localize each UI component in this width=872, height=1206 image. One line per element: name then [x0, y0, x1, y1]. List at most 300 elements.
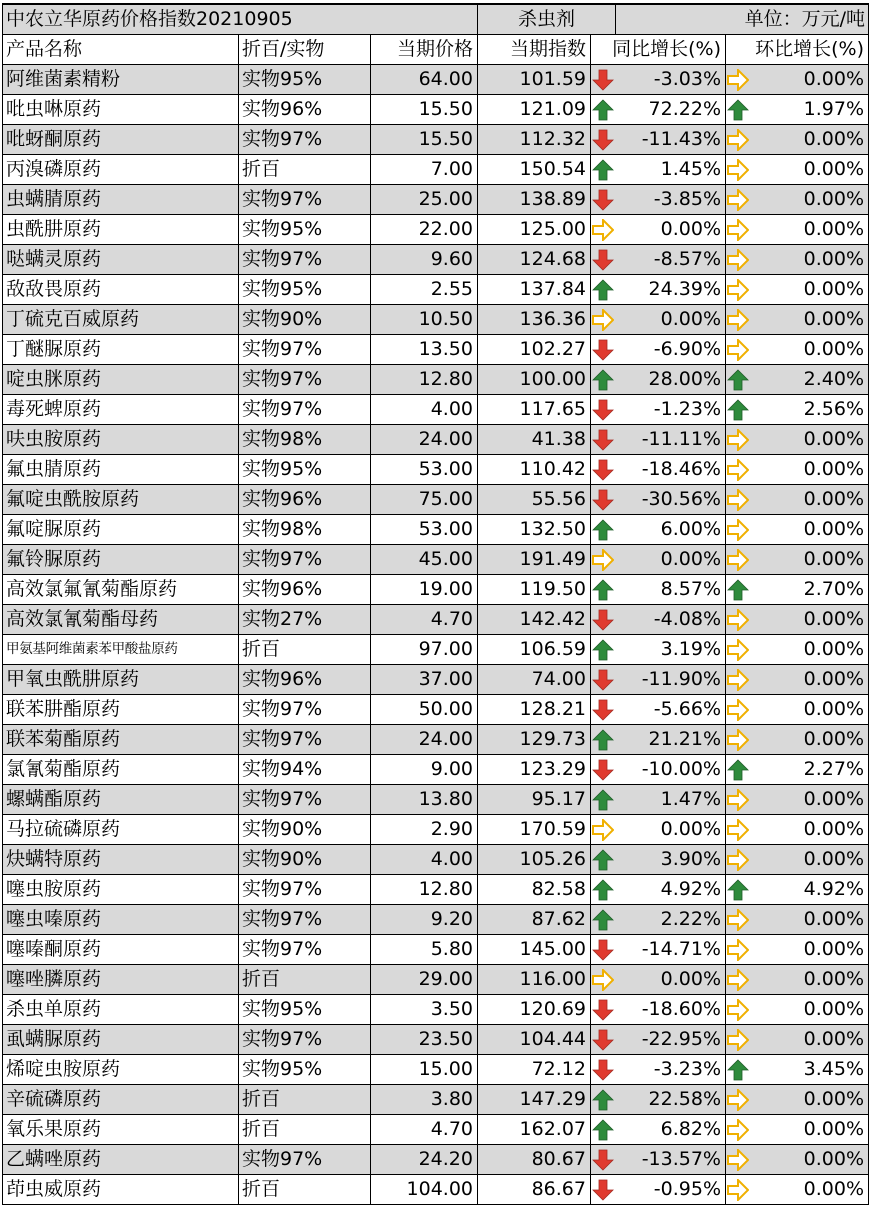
product-name: 联苯菊酯原药: [3, 725, 239, 755]
product-name: 高效氯氰菊酯母药: [3, 605, 239, 635]
mom-growth: 0.00%: [751, 845, 869, 875]
current-price: 12.80: [371, 365, 478, 395]
product-spec: 实物97%: [239, 1145, 371, 1175]
title-row: [3, 4, 869, 35]
product-spec: 实物97%: [239, 725, 371, 755]
product-spec: 实物27%: [239, 605, 371, 635]
current-index: 86.67: [478, 1175, 591, 1205]
current-index: 121.09: [478, 95, 591, 125]
product-name: 氟啶虫酰胺原药: [3, 485, 239, 515]
product-name: 甲氧虫酰肼原药: [3, 665, 239, 695]
table-row: [3, 485, 869, 515]
red-down-arrow-icon: [591, 395, 616, 425]
green-up-arrow-icon: [726, 395, 751, 425]
product-name: 马拉硫磷原药: [3, 815, 239, 845]
product-spec: 折百: [239, 635, 371, 665]
product-spec: 实物96%: [239, 95, 371, 125]
header-product: 产品名称: [3, 35, 239, 65]
table-row: [3, 425, 869, 455]
product-name: 丙溴磷原药: [3, 155, 239, 185]
mom-growth: 0.00%: [751, 425, 869, 455]
green-up-arrow-icon: [726, 875, 751, 905]
product-spec: 折百: [239, 965, 371, 995]
orange-right-arrow-icon: [726, 905, 751, 935]
green-up-arrow-icon: [591, 635, 616, 665]
product-name: 辛硫磷原药: [3, 1085, 239, 1115]
orange-right-arrow-icon: [726, 155, 751, 185]
green-up-arrow-icon: [591, 95, 616, 125]
current-index: 117.65: [478, 395, 591, 425]
yoy-growth: -0.95%: [616, 1175, 726, 1205]
product-spec: 实物97%: [239, 545, 371, 575]
product-name: 阿维菌素精粉: [3, 65, 239, 95]
table-row: [3, 755, 869, 785]
header-mom: 环比增长(%): [726, 35, 869, 65]
product-spec: 实物98%: [239, 515, 371, 545]
green-up-arrow-icon: [591, 155, 616, 185]
current-index: 87.62: [478, 905, 591, 935]
table-row: [3, 635, 869, 665]
green-up-arrow-icon: [591, 875, 616, 905]
unit-label: 单位：万元/吨: [616, 4, 869, 35]
header-price: 当期价格: [371, 35, 478, 65]
product-name: 氟铃脲原药: [3, 545, 239, 575]
orange-right-arrow-icon: [726, 605, 751, 635]
current-price: 22.00: [371, 215, 478, 245]
yoy-growth: 0.00%: [616, 215, 726, 245]
product-name: 炔螨特原药: [3, 845, 239, 875]
yoy-growth: 0.00%: [616, 545, 726, 575]
orange-right-arrow-icon: [726, 455, 751, 485]
table-row: [3, 245, 869, 275]
price-index-table: [2, 3, 869, 1205]
product-spec: 实物95%: [239, 275, 371, 305]
table-row: [3, 1145, 869, 1175]
orange-right-arrow-icon: [726, 215, 751, 245]
orange-right-arrow-icon: [726, 635, 751, 665]
orange-right-arrow-icon: [726, 815, 751, 845]
yoy-growth: -11.90%: [616, 665, 726, 695]
table-row: [3, 365, 869, 395]
mom-growth: 1.97%: [751, 95, 869, 125]
product-name: 氯氰菊酯原药: [3, 755, 239, 785]
yoy-growth: -22.95%: [616, 1025, 726, 1055]
product-name: 虱螨脲原药: [3, 1025, 239, 1055]
yoy-growth: -4.08%: [616, 605, 726, 635]
current-price: 5.80: [371, 935, 478, 965]
current-index: 147.29: [478, 1085, 591, 1115]
current-price: 15.50: [371, 125, 478, 155]
green-up-arrow-icon: [591, 575, 616, 605]
table-row: [3, 1115, 869, 1145]
yoy-growth: -5.66%: [616, 695, 726, 725]
orange-right-arrow-icon: [726, 1115, 751, 1145]
mom-growth: 0.00%: [751, 695, 869, 725]
orange-right-arrow-icon: [726, 335, 751, 365]
table-row: [3, 65, 869, 95]
table-row: [3, 935, 869, 965]
red-down-arrow-icon: [591, 485, 616, 515]
yoy-growth: 3.90%: [616, 845, 726, 875]
current-price: 2.90: [371, 815, 478, 845]
current-index: 72.12: [478, 1055, 591, 1085]
product-name: 噻嗪酮原药: [3, 935, 239, 965]
mom-growth: 4.92%: [751, 875, 869, 905]
red-down-arrow-icon: [591, 695, 616, 725]
product-spec: 实物95%: [239, 455, 371, 485]
mom-growth: 0.00%: [751, 635, 869, 665]
red-down-arrow-icon: [591, 245, 616, 275]
green-up-arrow-icon: [591, 365, 616, 395]
yoy-growth: -13.57%: [616, 1145, 726, 1175]
product-spec: 折百: [239, 1085, 371, 1115]
orange-right-arrow-icon: [726, 125, 751, 155]
orange-right-arrow-icon: [726, 965, 751, 995]
product-spec: 实物96%: [239, 575, 371, 605]
product-name: 氧乐果原药: [3, 1115, 239, 1145]
current-index: 105.26: [478, 845, 591, 875]
mom-growth: 0.00%: [751, 605, 869, 635]
yoy-growth: 6.82%: [616, 1115, 726, 1145]
product-spec: 实物97%: [239, 785, 371, 815]
header-index: 当期指数: [478, 35, 591, 65]
product-spec: 折百: [239, 1175, 371, 1205]
yoy-growth: 0.00%: [616, 305, 726, 335]
product-name: 虫螨腈原药: [3, 185, 239, 215]
mom-growth: 0.00%: [751, 455, 869, 485]
product-spec: 折百: [239, 155, 371, 185]
product-spec: 实物90%: [239, 305, 371, 335]
orange-right-arrow-icon: [591, 545, 616, 575]
orange-right-arrow-icon: [726, 785, 751, 815]
yoy-growth: -1.23%: [616, 395, 726, 425]
current-price: 104.00: [371, 1175, 478, 1205]
mom-growth: 0.00%: [751, 995, 869, 1025]
mom-growth: 0.00%: [751, 815, 869, 845]
current-index: 100.00: [478, 365, 591, 395]
yoy-growth: 6.00%: [616, 515, 726, 545]
red-down-arrow-icon: [591, 935, 616, 965]
green-up-arrow-icon: [591, 845, 616, 875]
yoy-growth: 72.22%: [616, 95, 726, 125]
table-row: [3, 275, 869, 305]
current-index: 150.54: [478, 155, 591, 185]
current-price: 4.00: [371, 395, 478, 425]
product-name: 氟啶脲原药: [3, 515, 239, 545]
current-index: 82.58: [478, 875, 591, 905]
table-row: [3, 545, 869, 575]
product-name: 联苯肼酯原药: [3, 695, 239, 725]
current-index: 129.73: [478, 725, 591, 755]
table-row: [3, 335, 869, 365]
product-name: 噻虫嗪原药: [3, 905, 239, 935]
mom-growth: 0.00%: [751, 335, 869, 365]
product-name: 丁硫克百威原药: [3, 305, 239, 335]
current-index: 170.59: [478, 815, 591, 845]
yoy-growth: -14.71%: [616, 935, 726, 965]
product-name: 吡虫啉原药: [3, 95, 239, 125]
table-row: [3, 125, 869, 155]
mom-growth: 0.00%: [751, 125, 869, 155]
current-price: 53.00: [371, 515, 478, 545]
product-spec: 实物94%: [239, 755, 371, 785]
green-up-arrow-icon: [591, 785, 616, 815]
current-price: 24.00: [371, 425, 478, 455]
product-name: 噻唑膦原药: [3, 965, 239, 995]
current-price: 25.00: [371, 185, 478, 215]
table-row: [3, 785, 869, 815]
mom-growth: 0.00%: [751, 485, 869, 515]
table-row: [3, 965, 869, 995]
yoy-growth: -3.03%: [616, 65, 726, 95]
green-up-arrow-icon: [726, 755, 751, 785]
current-index: 191.49: [478, 545, 591, 575]
orange-right-arrow-icon: [726, 995, 751, 1025]
product-spec: 实物95%: [239, 215, 371, 245]
red-down-arrow-icon: [591, 755, 616, 785]
table-row: [3, 815, 869, 845]
current-price: 50.00: [371, 695, 478, 725]
yoy-growth: 4.92%: [616, 875, 726, 905]
current-price: 23.50: [371, 1025, 478, 1055]
product-spec: 实物97%: [239, 185, 371, 215]
green-up-arrow-icon: [591, 1115, 616, 1145]
current-index: 95.17: [478, 785, 591, 815]
mom-growth: 0.00%: [751, 305, 869, 335]
current-index: 104.44: [478, 1025, 591, 1055]
current-index: 110.42: [478, 455, 591, 485]
current-index: 74.00: [478, 665, 591, 695]
orange-right-arrow-icon: [726, 545, 751, 575]
current-index: 80.67: [478, 1145, 591, 1175]
yoy-growth: -11.11%: [616, 425, 726, 455]
table-row: [3, 305, 869, 335]
header-row: [3, 35, 869, 65]
product-name: 乙螨唑原药: [3, 1145, 239, 1175]
mom-growth: 0.00%: [751, 215, 869, 245]
mom-growth: 0.00%: [751, 245, 869, 275]
mom-growth: 0.00%: [751, 1025, 869, 1055]
mom-growth: 3.45%: [751, 1055, 869, 1085]
current-index: 116.00: [478, 965, 591, 995]
green-up-arrow-icon: [591, 905, 616, 935]
red-down-arrow-icon: [591, 125, 616, 155]
product-spec: 实物97%: [239, 125, 371, 155]
orange-right-arrow-icon: [726, 305, 751, 335]
current-price: 3.80: [371, 1085, 478, 1115]
table-row: [3, 665, 869, 695]
table-row: [3, 185, 869, 215]
red-down-arrow-icon: [591, 605, 616, 635]
current-price: 9.20: [371, 905, 478, 935]
yoy-growth: -3.23%: [616, 1055, 726, 1085]
current-price: 4.70: [371, 1115, 478, 1145]
green-up-arrow-icon: [591, 1085, 616, 1115]
mom-growth: 0.00%: [751, 785, 869, 815]
current-index: 102.27: [478, 335, 591, 365]
current-price: 13.80: [371, 785, 478, 815]
green-up-arrow-icon: [591, 275, 616, 305]
product-spec: 实物96%: [239, 485, 371, 515]
current-index: 106.59: [478, 635, 591, 665]
mom-growth: 0.00%: [751, 905, 869, 935]
mom-growth: 0.00%: [751, 185, 869, 215]
product-name: 啶虫脒原药: [3, 365, 239, 395]
orange-right-arrow-icon: [726, 515, 751, 545]
header-spec: 折百/实物: [239, 35, 371, 65]
red-down-arrow-icon: [591, 995, 616, 1025]
table-row: [3, 1055, 869, 1085]
orange-right-arrow-icon: [726, 935, 751, 965]
current-price: 3.50: [371, 995, 478, 1025]
product-name: 杀虫单原药: [3, 995, 239, 1025]
table-row: [3, 845, 869, 875]
current-price: 4.00: [371, 845, 478, 875]
product-spec: 实物97%: [239, 1025, 371, 1055]
orange-right-arrow-icon: [591, 815, 616, 845]
current-price: 97.00: [371, 635, 478, 665]
yoy-growth: -18.60%: [616, 995, 726, 1025]
mom-growth: 0.00%: [751, 935, 869, 965]
green-up-arrow-icon: [591, 515, 616, 545]
current-index: 41.38: [478, 425, 591, 455]
product-spec: 实物95%: [239, 995, 371, 1025]
current-price: 13.50: [371, 335, 478, 365]
product-name: 呋虫胺原药: [3, 425, 239, 455]
yoy-growth: -18.46%: [616, 455, 726, 485]
table-row: [3, 1025, 869, 1055]
current-price: 37.00: [371, 665, 478, 695]
current-index: 55.56: [478, 485, 591, 515]
orange-right-arrow-icon: [591, 965, 616, 995]
orange-right-arrow-icon: [591, 305, 616, 335]
mom-growth: 0.00%: [751, 965, 869, 995]
yoy-growth: 8.57%: [616, 575, 726, 605]
mom-growth: 2.70%: [751, 575, 869, 605]
product-spec: 实物90%: [239, 845, 371, 875]
red-down-arrow-icon: [591, 455, 616, 485]
mom-growth: 0.00%: [751, 1175, 869, 1205]
mom-growth: 0.00%: [751, 665, 869, 695]
report-title: 中农立华原药价格指数20210905: [3, 4, 478, 35]
yoy-growth: -6.90%: [616, 335, 726, 365]
product-name: 吡蚜酮原药: [3, 125, 239, 155]
green-up-arrow-icon: [726, 1055, 751, 1085]
yoy-growth: -11.43%: [616, 125, 726, 155]
current-price: 9.60: [371, 245, 478, 275]
yoy-growth: 2.22%: [616, 905, 726, 935]
current-price: 15.00: [371, 1055, 478, 1085]
header-yoy: 同比增长(%): [591, 35, 726, 65]
orange-right-arrow-icon: [591, 215, 616, 245]
table-row: [3, 695, 869, 725]
table-row: [3, 875, 869, 905]
current-index: 137.84: [478, 275, 591, 305]
table-row: [3, 1175, 869, 1205]
current-price: 10.50: [371, 305, 478, 335]
mom-growth: 0.00%: [751, 515, 869, 545]
table-row: [3, 725, 869, 755]
red-down-arrow-icon: [591, 185, 616, 215]
red-down-arrow-icon: [591, 1145, 616, 1175]
product-name: 噻虫胺原药: [3, 875, 239, 905]
product-spec: 实物97%: [239, 905, 371, 935]
yoy-growth: 24.39%: [616, 275, 726, 305]
category-label: 杀虫剂: [478, 4, 616, 35]
current-index: 112.32: [478, 125, 591, 155]
orange-right-arrow-icon: [726, 1085, 751, 1115]
product-spec: 实物98%: [239, 425, 371, 455]
current-price: 2.55: [371, 275, 478, 305]
red-down-arrow-icon: [591, 65, 616, 95]
orange-right-arrow-icon: [726, 425, 751, 455]
product-name: 烯啶虫胺原药: [3, 1055, 239, 1085]
yoy-growth: -8.57%: [616, 245, 726, 275]
product-spec: 实物97%: [239, 935, 371, 965]
orange-right-arrow-icon: [726, 185, 751, 215]
mom-growth: 2.56%: [751, 395, 869, 425]
current-index: 119.50: [478, 575, 591, 605]
orange-right-arrow-icon: [726, 245, 751, 275]
mom-growth: 0.00%: [751, 545, 869, 575]
green-up-arrow-icon: [591, 725, 616, 755]
red-down-arrow-icon: [591, 425, 616, 455]
current-price: 9.00: [371, 755, 478, 785]
product-name: 甲氨基阿维菌素苯甲酸盐原药: [3, 635, 239, 665]
product-spec: 实物97%: [239, 395, 371, 425]
current-price: 24.00: [371, 725, 478, 755]
yoy-growth: -3.85%: [616, 185, 726, 215]
yoy-growth: -10.00%: [616, 755, 726, 785]
current-index: 138.89: [478, 185, 591, 215]
orange-right-arrow-icon: [726, 485, 751, 515]
mom-growth: 0.00%: [751, 1085, 869, 1115]
product-spec: 实物97%: [239, 695, 371, 725]
red-down-arrow-icon: [591, 1025, 616, 1055]
table-row: [3, 395, 869, 425]
product-name: 虫酰肼原药: [3, 215, 239, 245]
orange-right-arrow-icon: [726, 1025, 751, 1055]
current-price: 64.00: [371, 65, 478, 95]
yoy-growth: 28.00%: [616, 365, 726, 395]
table-row: [3, 515, 869, 545]
current-price: 12.80: [371, 875, 478, 905]
table-row: [3, 155, 869, 185]
yoy-growth: 1.45%: [616, 155, 726, 185]
orange-right-arrow-icon: [726, 1145, 751, 1175]
yoy-growth: 21.21%: [616, 725, 726, 755]
current-index: 142.42: [478, 605, 591, 635]
mom-growth: 0.00%: [751, 725, 869, 755]
current-index: 136.36: [478, 305, 591, 335]
product-name: 高效氯氟氰菊酯原药: [3, 575, 239, 605]
current-index: 162.07: [478, 1115, 591, 1145]
red-down-arrow-icon: [591, 665, 616, 695]
product-name: 毒死蜱原药: [3, 395, 239, 425]
orange-right-arrow-icon: [726, 695, 751, 725]
current-price: 15.50: [371, 95, 478, 125]
green-up-arrow-icon: [726, 365, 751, 395]
current-price: 7.00: [371, 155, 478, 185]
yoy-growth: 0.00%: [616, 965, 726, 995]
product-name: 氟虫腈原药: [3, 455, 239, 485]
mom-growth: 2.27%: [751, 755, 869, 785]
current-index: 101.59: [478, 65, 591, 95]
mom-growth: 0.00%: [751, 275, 869, 305]
yoy-growth: 1.47%: [616, 785, 726, 815]
mom-growth: 0.00%: [751, 155, 869, 185]
product-name: 敌敌畏原药: [3, 275, 239, 305]
